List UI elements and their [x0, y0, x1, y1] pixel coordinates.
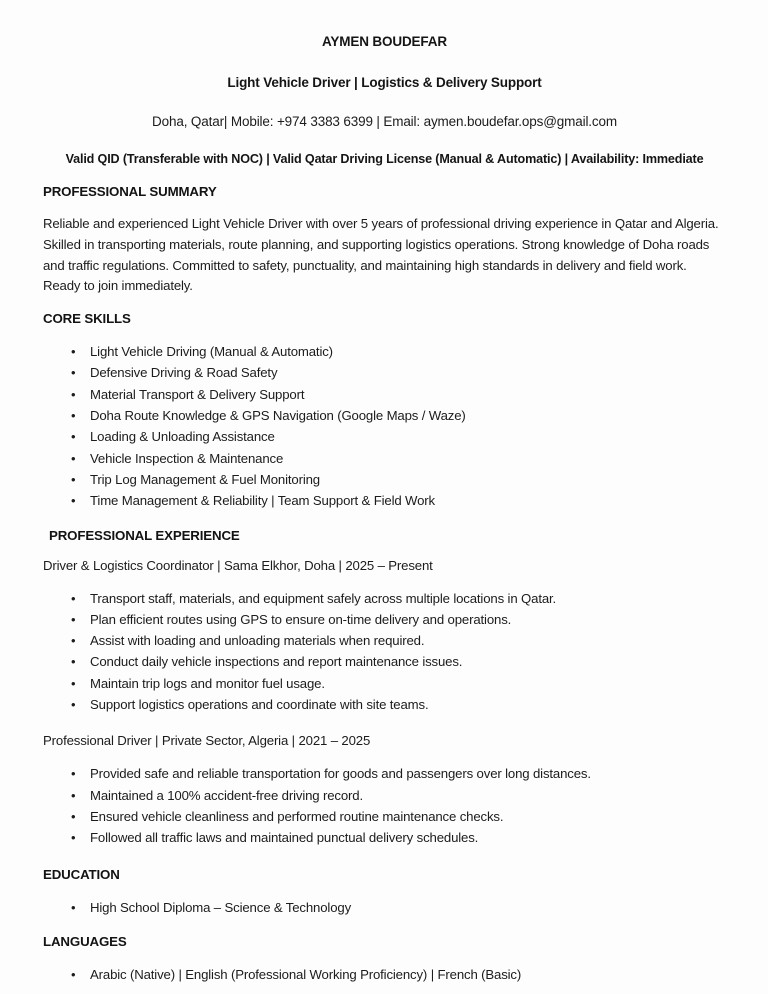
candidate-headline: Light Vehicle Driver | Logistics & Delivery Support [227, 75, 542, 90]
credentials-line: Valid QID (Transferable with NOC) | Valid Qatar Driving License (Manual & Automatic) | Availability: Immediate [65, 152, 704, 166]
list-item: • Maintained a 100% accident-free driving record. [43, 785, 726, 806]
list-item: • Transport staff, materials, and equipment safely across multiple locations in Qatar. [43, 588, 726, 609]
languages-heading: LANGUAGES [43, 933, 127, 949]
list-item: • Defensive Driving & Road Safety [43, 362, 726, 383]
core-skills-list [43, 341, 726, 511]
job-title-line: Driver & Logistics Coordinator | Sama Elkhor, Doha | 2025 – Present [43, 557, 433, 573]
education-list [43, 897, 726, 918]
job-bullet-list [43, 763, 726, 848]
core-skills-heading: CORE SKILLS [43, 311, 131, 327]
section-languages [43, 934, 726, 985]
list-item: • Loading & Unloading Assistance [43, 426, 726, 447]
list-item: • Material Transport & Delivery Support [43, 384, 726, 405]
list-item: • Light Vehicle Driving (Manual & Automatic) [43, 341, 726, 362]
job-entry [43, 558, 726, 716]
contact-line: Doha, Qatar| Mobile: +974 3383 6399 | Email: aymen.boudefar.ops@gmail.com [152, 114, 617, 129]
list-item: • Time Management & Reliability | Team Support & Field Work [43, 490, 726, 511]
section-professional-experience [43, 528, 726, 849]
languages-list [43, 964, 726, 985]
section-professional-summary [43, 184, 726, 297]
list-item: • Trip Log Management & Fuel Monitoring [43, 469, 726, 490]
list-item: • Conduct daily vehicle inspections and report maintenance issues. [43, 651, 726, 672]
list-item: • Ensured vehicle cleanliness and performed routine maintenance checks. [43, 806, 726, 827]
section-core-skills [43, 311, 726, 511]
summary-heading: PROFESSIONAL SUMMARY [43, 184, 217, 199]
job-title-line: Professional Driver | Private Sector, Algeria | 2021 – 2025 [43, 733, 371, 749]
list-item: • Followed all traffic laws and maintained punctual delivery schedules. [43, 827, 726, 848]
list-item: • High School Diploma – Science & Technology [43, 897, 726, 918]
list-item: • Vehicle Inspection & Maintenance [43, 448, 726, 469]
list-item: • Arabic (Native) | English (Professional Working Proficiency) | French (Basic) [43, 964, 726, 985]
list-item: • Plan efficient routes using GPS to ensure on-time delivery and operations. [43, 609, 726, 630]
job-entry [43, 733, 726, 848]
education-heading: EDUCATION [43, 866, 120, 882]
job-bullet-list [43, 588, 726, 716]
experience-heading: PROFESSIONAL EXPERIENCE [49, 527, 240, 543]
summary-paragraph: Reliable and experienced Light Vehicle Driver with over 5 years of professional driving experience in Qatar and Algeria. Skilled in transporting materials, route planning, and supporting logistics operations. Strong knowledge of Doha roads and traffic regulations. Committed to safety, punctuality, and maintaining high standards in delivery and field work. Ready to join immediately. [43, 216, 719, 294]
list-item: • Assist with loading and unloading materials when required. [43, 630, 726, 651]
section-education [43, 867, 726, 918]
list-item: • Doha Route Knowledge & GPS Navigation (Google Maps / Waze) [43, 405, 726, 426]
list-item: • Maintain trip logs and monitor fuel usage. [43, 673, 726, 694]
list-item: • Support logistics operations and coordinate with site teams. [43, 694, 726, 715]
candidate-name: AYMEN BOUDEFAR [322, 34, 447, 49]
list-item: • Provided safe and reliable transportation for goods and passengers over long distances. [43, 763, 726, 784]
